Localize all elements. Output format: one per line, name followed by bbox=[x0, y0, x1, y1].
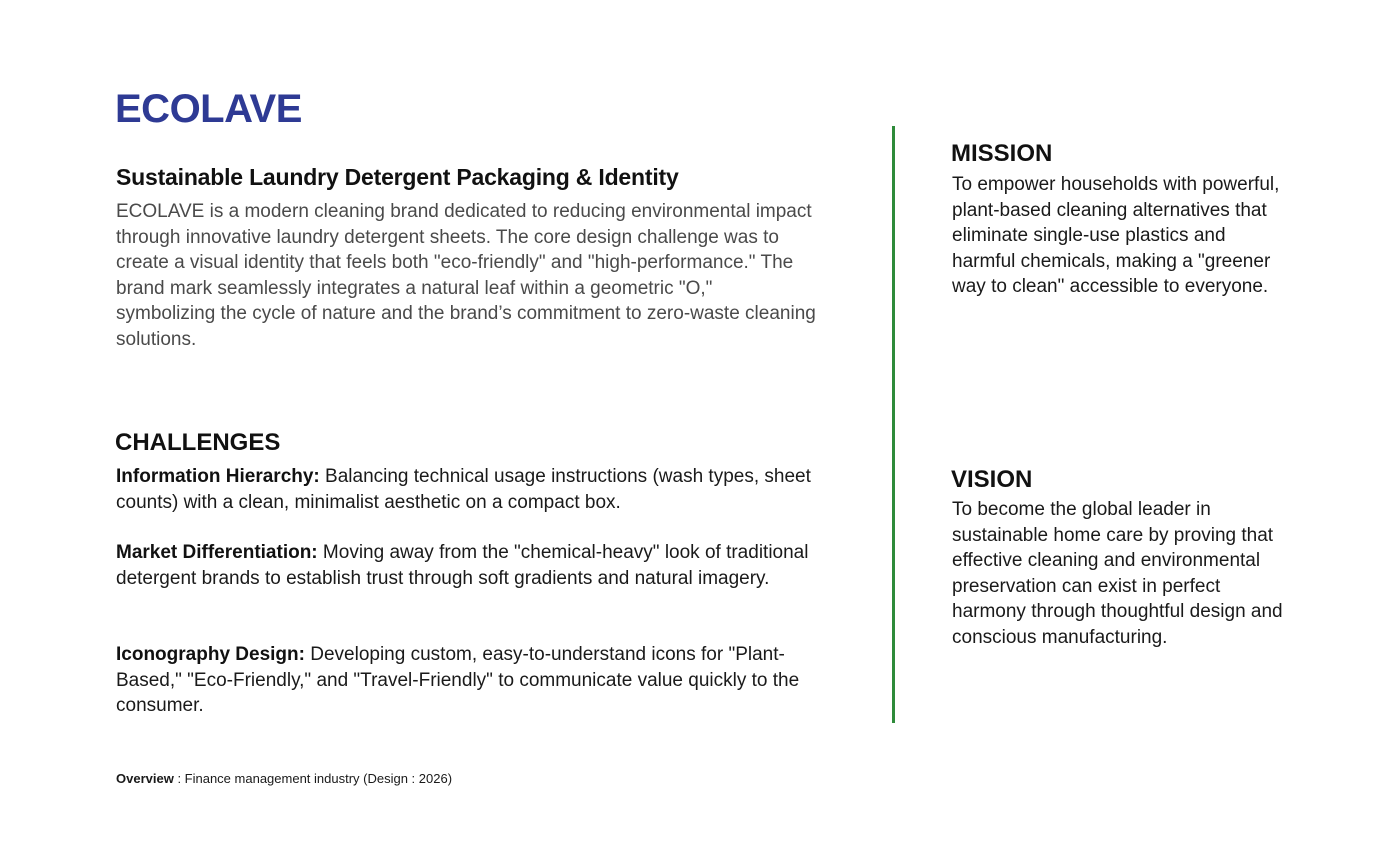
challenge-label: Iconography Design: bbox=[116, 644, 305, 665]
vision-heading: VISION bbox=[951, 466, 1033, 493]
challenge-text: Balancing technical usage instructions (wash types, sheet counts) with a clean, minimalist aesthetic on a compact box. bbox=[116, 466, 811, 513]
challenge-item-market-differentiation bbox=[116, 540, 816, 591]
challenge-label: Market Differentiation: bbox=[116, 542, 318, 563]
challenge-text: Moving away from the "chemical-heavy" look of traditional detergent brands to establish trust through soft gradients and natural imagery. bbox=[116, 542, 809, 589]
challenge-text: Developing custom, easy-to-understand icons for "Plant-Based," "Eco-Friendly," and "Travel-Friendly" to communicate value quickly to the consumer. bbox=[116, 644, 800, 716]
footer-overview bbox=[116, 770, 452, 788]
footer-label: Overview bbox=[116, 771, 174, 786]
mission-heading: MISSION bbox=[951, 140, 1053, 167]
brand-title: ECOLAVE bbox=[115, 87, 302, 131]
vertical-divider bbox=[892, 126, 895, 723]
intro-paragraph: ECOLAVE is a modern cleaning brand dedicated to reducing environmental impact through innovative laundry detergent sheets. The core design challenge was to create a visual identity that feels both "eco-friendly" and "high-performance." The brand mark seamlessly integrates a natural leaf within a geometric "O," symbolizing the cycle of nature and the brand’s commitment to zero-waste cleaning solutions. bbox=[116, 201, 816, 350]
challenge-label: Information Hierarchy: bbox=[116, 466, 320, 487]
footer-text: : Finance management industry (Design : 2026) bbox=[173, 771, 453, 786]
challenges-heading: CHALLENGES bbox=[115, 429, 281, 456]
mission-text: To empower households with powerful, plant-based cleaning alternatives that eliminate single-use plastics and harmful chemicals, making a "greener way to clean" accessible to everyone. bbox=[952, 174, 1280, 297]
project-subtitle: Sustainable Laundry Detergent Packaging & Identity bbox=[116, 164, 679, 190]
challenge-item-iconography-design bbox=[116, 642, 816, 719]
vision-text: To become the global leader in sustainable home care by proving that effective cleaning and environmental preservation can exist in perfect harmony through thoughtful design and conscious manufacturing. bbox=[952, 499, 1283, 648]
challenge-item-information-hierarchy bbox=[116, 464, 816, 515]
